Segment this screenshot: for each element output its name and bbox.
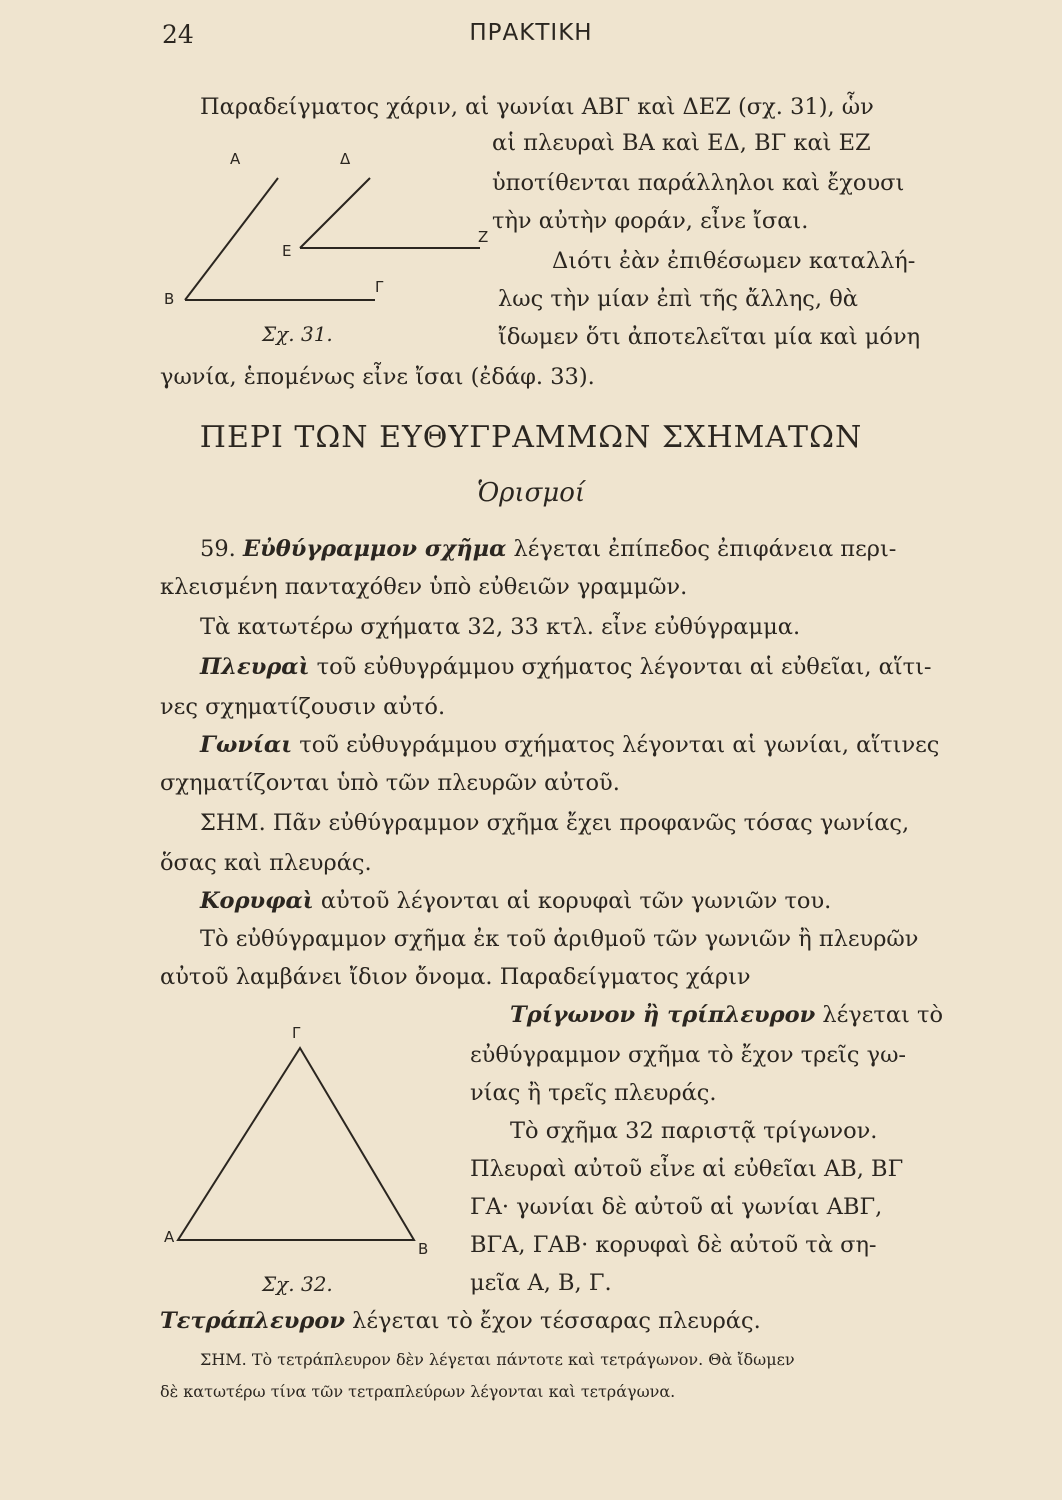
fig31-label-B: Β bbox=[164, 290, 175, 308]
para1-line-1: Παραδείγματος χάριν, αἱ γωνίαι ΑΒΓ καὶ ΔΕΖ (σχ. 31), ὧν bbox=[200, 94, 874, 120]
koryfai-line bbox=[200, 890, 831, 913]
fig31-label-A: Α bbox=[230, 150, 241, 168]
section-subtitle: Ὁρισμοί bbox=[476, 478, 586, 508]
shm-line-2: ὅσας καὶ πλευράς. bbox=[160, 850, 372, 876]
trigwnon-line-6: ΓΑ· γωνίαι δὲ αὐτοῦ αἱ γωνίαι ΑΒΓ, bbox=[470, 1194, 883, 1220]
pleurai-term: Πλευραὶ bbox=[200, 654, 310, 680]
def59-line-1 bbox=[200, 538, 896, 561]
koryfai-term: Κορυφαὶ bbox=[200, 888, 314, 914]
para1-line-4: τὴν αὐτὴν φοράν, εἶνε ἴσαι. bbox=[492, 208, 809, 234]
fig32-caption: Σχ. 32. bbox=[262, 1272, 333, 1296]
def59-line-3: Τὰ κατωτέρω σχήματα 32, 33 κτλ. εἶνε εὐθύγραμμα. bbox=[200, 614, 801, 640]
tetra-line bbox=[160, 1310, 761, 1333]
fig31-label-Z: Ζ bbox=[478, 228, 489, 246]
trigwnon-term: Τρίγωνον ἢ τρίπλευρον bbox=[510, 1002, 816, 1028]
page-number: 24 bbox=[162, 20, 194, 49]
gwniai-text: τοῦ εὐθυγράμμου σχήματος λέγονται αἱ γωνίαι, αἵτινες bbox=[299, 732, 940, 758]
para1-line-7: ἴδωμεν ὅτι ἀποτελεῖται μία καὶ μόνη bbox=[498, 324, 921, 350]
fig31-label-G: Γ bbox=[375, 278, 384, 296]
fig31-line-ED bbox=[300, 178, 370, 248]
trigwnon-line-5: Πλευραὶ αὐτοῦ εἶνε αἱ εὐθεῖαι ΑΒ, ΒΓ bbox=[470, 1156, 904, 1182]
trigwnon-line-8: μεῖα Α, Β, Γ. bbox=[470, 1270, 612, 1296]
shm-line-1: ΣΗΜ. Πᾶν εὐθύγραμμον σχῆμα ἔχει προφανῶς τόσας γωνίας, bbox=[200, 810, 910, 836]
fig31-label-E: Ε bbox=[282, 242, 292, 260]
pleurai-line-1 bbox=[200, 656, 932, 679]
fig31-line-BA bbox=[185, 178, 278, 300]
tetra-term: Τετράπλευρον bbox=[160, 1308, 345, 1334]
trigwnon-line-4: Τὸ σχῆμα 32 παριστᾷ τρίγωνον. bbox=[510, 1118, 878, 1144]
pleurai-text: τοῦ εὐθυγράμμου σχήματος λέγονται αἱ εὐθεῖαι, αἵτι- bbox=[316, 654, 932, 680]
gwniai-line-1 bbox=[200, 734, 939, 757]
fig32-triangle bbox=[178, 1048, 414, 1240]
fig32-label-B: Β bbox=[418, 1240, 429, 1258]
para1-line-3: ὑποτίθενται παράλληλοι καὶ ἔχουσι bbox=[492, 170, 905, 196]
gwniai-term: Γωνίαι bbox=[200, 732, 293, 758]
trigwnon-line-7: ΒΓΑ, ΓΑΒ· κορυφαὶ δὲ αὐτοῦ τὰ ση- bbox=[470, 1232, 877, 1258]
def59-term: Εὐθύγραμμον σχῆμα bbox=[242, 536, 507, 562]
tetra-note-line-2: δὲ κατωτέρω τίνα τῶν τετραπλεύρων λέγονται καὶ τετράγωνα. bbox=[160, 1382, 676, 1401]
para1-line-5: Διότι ἐὰν ἐπιθέσωμεν καταλλή- bbox=[552, 248, 916, 274]
fig31-caption: Σχ. 31. bbox=[262, 322, 333, 346]
onoma-line-1: Τὸ εὐθύγραμμον σχῆμα ἐκ τοῦ ἀριθμοῦ τῶν γωνιῶν ἢ πλευρῶν bbox=[200, 926, 919, 952]
section-title: ΠΕΡΙ ΤΩΝ ΕΥΘΥΓΡΑΜΜΩΝ ΣΧΗΜΑΤΩΝ bbox=[199, 420, 863, 455]
trigwnon-line-3: νίας ἢ τρεῖς πλευράς. bbox=[470, 1080, 717, 1106]
def59-line-2: κλεισμένη πανταχόθεν ὑπὸ εὐθειῶν γραμμῶν. bbox=[160, 574, 688, 600]
def59-text: λέγεται ἐπίπεδος ἐπιφάνεια περι- bbox=[513, 536, 897, 562]
running-head: ΠΡΑΚΤΙΚΗ bbox=[469, 20, 593, 46]
trigwnon-line-1 bbox=[510, 1004, 943, 1027]
tetra-text: λέγεται τὸ ἔχον τέσσαρας πλευράς. bbox=[352, 1308, 761, 1334]
fig32-label-G: Γ bbox=[292, 1024, 301, 1042]
def59-number: 59. bbox=[200, 536, 236, 562]
pleurai-line-2: νες σχηματίζουσιν αὐτό. bbox=[160, 694, 446, 720]
para1-line-2: αἱ πλευραὶ ΒΑ καὶ ΕΔ, ΒΓ καὶ ΕΖ bbox=[492, 130, 871, 156]
gwniai-line-2: σχηματίζονται ὑπὸ τῶν πλευρῶν αὐτοῦ. bbox=[160, 770, 620, 796]
fig32-label-A: Α bbox=[164, 1228, 175, 1246]
trigwnon-text: λέγεται τὸ bbox=[822, 1002, 944, 1028]
tetra-note-line-1: ΣΗΜ. Τὸ τετράπλευρον δὲν λέγεται πάντοτε καὶ τετράγωνον. Θὰ ἴδωμεν bbox=[200, 1350, 795, 1369]
para1-line-8: γωνία, ἑπομένως εἶνε ἴσαι (ἐδάφ. 33). bbox=[160, 364, 595, 390]
fig31-label-D: Δ bbox=[340, 150, 351, 168]
onoma-line-2: αὐτοῦ λαμβάνει ἴδιον ὄνομα. Παραδείγματος χάριν bbox=[160, 964, 751, 990]
para1-line-6: λως τὴν μίαν ἐπὶ τῆς ἄλλης, θὰ bbox=[498, 286, 858, 312]
koryfai-text: αὐτοῦ λέγονται αἱ κορυφαὶ τῶν γωνιῶν του. bbox=[320, 888, 832, 914]
trigwnon-line-2: εὐθύγραμμον σχῆμα τὸ ἔχον τρεῖς γω- bbox=[470, 1042, 907, 1068]
